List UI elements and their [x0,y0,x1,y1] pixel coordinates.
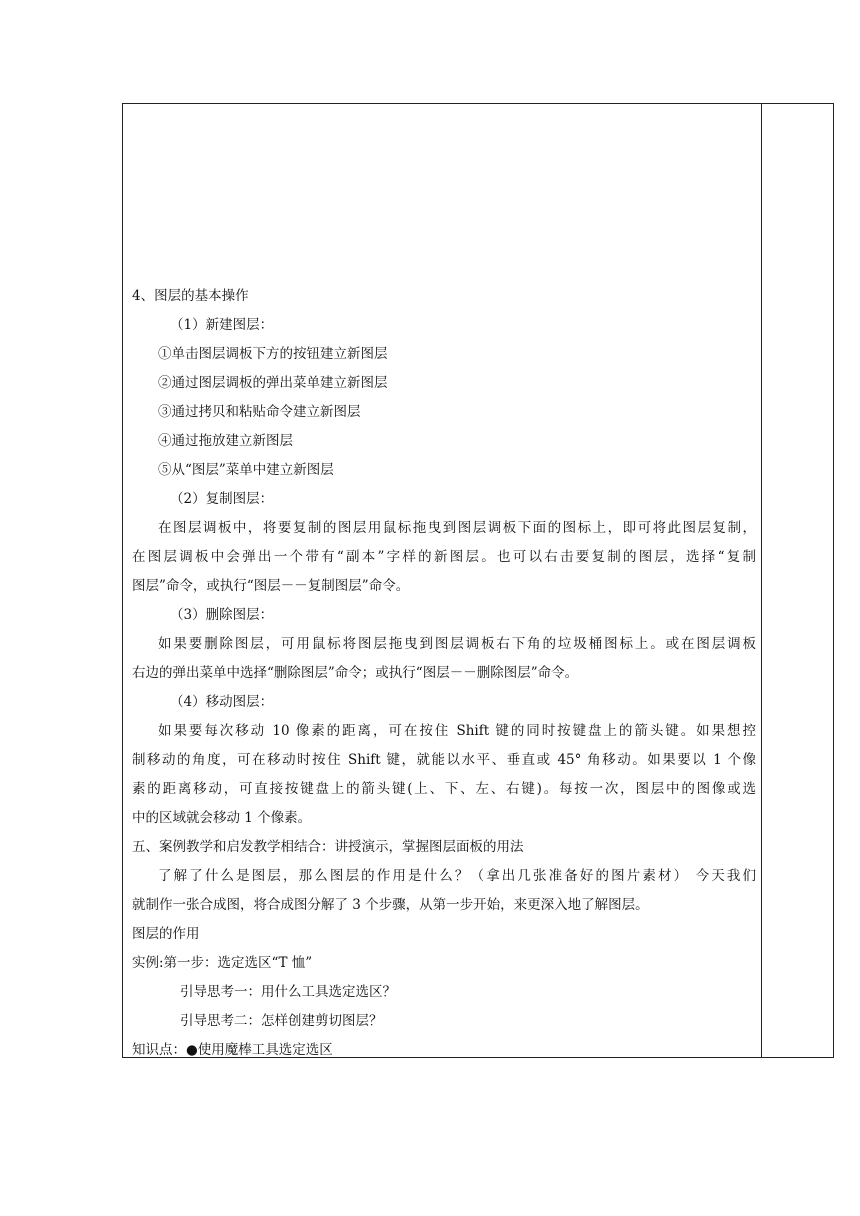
paragraph-line: 引导思考二：怎样创建剪切图层？ [180,1013,383,1029]
paragraph-line: 在图层调板中会弹出一个带有“副本”字样的新图层。也可以右击要复制的图层，选择“复制 [132,549,756,565]
subsection-heading: （4）移动图层： [170,694,274,710]
lesson-table [122,103,834,1058]
subsection-heading: （2）复制图层： [170,491,274,507]
section-heading: 五、案例教学和启发教学相结合：讲授演示，掌握图层面板的用法 [132,839,524,855]
list-item: ②通过图层调板的弹出菜单建立新图层 [158,375,388,391]
paragraph-line: 了解了什么是图层，那么图层的作用是什么？（拿出几张准备好的图片素材） 今天我们 [158,868,756,884]
section-heading: 4、图层的基本操作 [132,288,249,304]
paragraph-line: 实例:第一步：选定选区“T 恤” [132,955,313,971]
paragraph-line: 引导思考一：用什么工具选定选区？ [180,984,396,1000]
paragraph-line: 右边的弹出菜单中选择“删除图层”命令；或执行“图层－－删除图层”命令。 [132,665,579,681]
paragraph-line: 如果要每次移动 10 像素的距离，可在按住 Shift 键的同时按键盘上的箭头键。如果想控 [158,723,756,739]
subsection-heading: （3）删除图层： [170,607,274,623]
paragraph-line: 图层”命令，或执行“图层－－复制图层”命令。 [132,578,410,594]
paragraph-line: 就制作一张合成图，将合成图分解了 3 个步骤，从第一步开始，来更深入地了解图层。 [132,897,649,913]
paragraph-line: 图层的作用 [132,926,200,942]
list-item: ④通过拖放建立新图层 [158,433,293,449]
list-item: ①单击图层调板下方的按钮建立新图层 [158,346,388,362]
paragraph-line: 知识点：●使用魔棒工具选定选区 [132,1042,333,1058]
paragraph-line: 素的距离移动，可直接按键盘上的箭头键(上、下、左、右键)。每按一次，图层中的图像或选 [132,781,756,797]
paragraph-line: 中的区域就会移动 1 个像素。 [132,810,312,826]
column-divider [761,104,762,1057]
paragraph-line: 如果要删除图层，可用鼠标将图层拖曳到图层调板右下角的垃圾桶图标上。或在图层调板 [158,636,756,652]
paragraph-line: 在图层调板中，将要复制的图层用鼠标拖曳到图层调板下面的图标上，即可将此图层复制， [158,520,756,536]
list-item: ⑤从“图层”菜单中建立新图层 [158,462,334,478]
list-item: ③通过拷贝和粘贴命令建立新图层 [158,404,361,420]
paragraph-line: 制移动的角度，可在移动时按住 Shift 键，就能以水平、垂直或 45° 角移动。如果要以 1 个像 [132,752,756,768]
subsection-heading: （1）新建图层： [170,317,274,333]
